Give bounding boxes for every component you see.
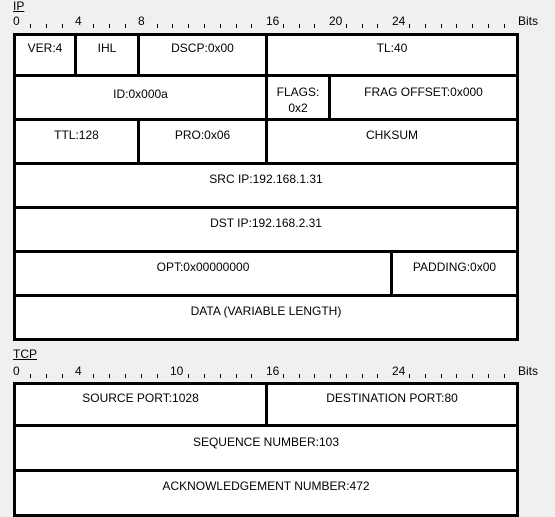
ruler-tick <box>362 374 363 378</box>
ruler-tick <box>409 374 410 378</box>
ruler-label: 24 <box>392 14 406 28</box>
ip-bit-ruler <box>0 14 555 30</box>
field-label: SOURCE PORT:1028 <box>82 391 199 405</box>
ruler-tick <box>504 374 505 378</box>
ruler-tick <box>251 374 252 378</box>
ruler-tick <box>30 374 31 378</box>
ruler-tick <box>283 24 284 28</box>
ruler-tick <box>472 374 473 378</box>
ip-data-field <box>13 294 519 341</box>
ruler-tick <box>172 24 173 28</box>
ruler-label: 16 <box>266 14 280 28</box>
ruler-tick <box>93 374 94 378</box>
ruler-label: 24 <box>392 364 406 378</box>
field-label: DST IP:192.168.2.31 <box>210 216 322 230</box>
ip-total-length-field <box>265 33 519 77</box>
ruler-label: 8 <box>138 14 145 28</box>
ip-flags-field <box>265 74 331 121</box>
ruler-tick <box>362 24 363 28</box>
ruler-tick <box>93 24 94 28</box>
ruler-tick <box>346 24 347 28</box>
ruler-tick <box>488 374 489 378</box>
ruler-tick <box>62 374 63 378</box>
ruler-tick <box>441 24 442 28</box>
ip-section-title: IP <box>13 0 25 13</box>
ruler-label: 20 <box>329 14 343 28</box>
tcp-destination-port-field <box>265 382 519 427</box>
ruler-tick <box>425 374 426 378</box>
ruler-tick <box>204 374 205 378</box>
field-label: ACKNOWLEDGEMENT NUMBER:472 <box>162 479 370 493</box>
ruler-tick <box>409 24 410 28</box>
ruler-label: 16 <box>266 364 280 378</box>
ruler-tick <box>125 24 126 28</box>
ruler-tick <box>456 374 457 378</box>
ruler-tick <box>30 24 31 28</box>
ip-options-field <box>13 250 393 297</box>
ruler-label: 4 <box>75 364 82 378</box>
ip-ihl-field <box>74 33 140 77</box>
field-label: DESTINATION PORT:80 <box>326 391 458 405</box>
field-value: 0x2 <box>288 101 308 115</box>
ruler-tick <box>314 374 315 378</box>
ruler-tick <box>330 374 331 378</box>
field-label: FRAG OFFSET:0x000 <box>364 85 483 99</box>
ip-dst-ip-field <box>13 206 519 253</box>
field-label: PRO:0x06 <box>174 128 231 142</box>
ruler-tick <box>220 374 221 378</box>
field-label: ID:0x000a <box>113 87 168 101</box>
ruler-tick <box>188 374 189 378</box>
ip-dscp-field <box>137 33 268 77</box>
field-label: FLAGS: <box>276 85 320 99</box>
ip-ttl-field <box>13 118 140 165</box>
ruler-tick <box>346 374 347 378</box>
ruler-tick <box>456 24 457 28</box>
ip-padding-field <box>390 250 519 297</box>
ruler-tick <box>46 24 47 28</box>
ruler-tick <box>109 374 110 378</box>
ruler-tick <box>46 374 47 378</box>
tcp-bit-ruler <box>0 364 555 380</box>
ruler-tick <box>251 24 252 28</box>
ruler-tick <box>472 24 473 28</box>
tcp-source-port-field <box>13 382 268 427</box>
tcp-section-title: TCP <box>13 347 37 361</box>
ruler-tick <box>157 374 158 378</box>
ruler-tick <box>504 24 505 28</box>
field-label: VER:4 <box>27 41 63 55</box>
ruler-label: 10 <box>170 364 184 378</box>
ruler-tick <box>157 24 158 28</box>
tcp-acknowledgement-number-field <box>13 469 519 517</box>
ruler-tick <box>236 24 237 28</box>
ruler-tick <box>377 374 378 378</box>
ruler-tick <box>299 24 300 28</box>
field-label: CHKSUM <box>365 128 418 142</box>
field-label: SEQUENCE NUMBER:103 <box>192 435 340 449</box>
ruler-tick <box>488 24 489 28</box>
ip-frag-offset-field <box>328 74 519 121</box>
ip-protocol-field <box>137 118 268 165</box>
tcp-sequence-number-field <box>13 424 519 472</box>
field-label: DSCP:0x00 <box>171 41 234 55</box>
ruler-tick <box>204 24 205 28</box>
ip-ver-field <box>13 33 77 77</box>
ip-src-ip-field <box>13 162 519 209</box>
ruler-tick <box>425 24 426 28</box>
ruler-label: 0 <box>13 14 20 28</box>
ruler-tick <box>62 24 63 28</box>
ruler-tick <box>220 24 221 28</box>
field-label: IHL <box>97 41 117 55</box>
ruler-tick <box>188 24 189 28</box>
ruler-bits-label: Bits <box>518 364 539 378</box>
field-label: DATA (VARIABLE LENGTH) <box>190 304 342 318</box>
ip-checksum-field <box>265 118 519 165</box>
ruler-tick <box>283 374 284 378</box>
ruler-tick <box>125 374 126 378</box>
ruler-bits-label: Bits <box>518 14 539 28</box>
ruler-tick <box>109 24 110 28</box>
field-label: PADDING:0x00 <box>412 260 497 274</box>
ruler-label: 0 <box>13 364 20 378</box>
ruler-tick <box>236 374 237 378</box>
field-label: OPT:0x00000000 <box>156 260 250 274</box>
ruler-tick <box>441 374 442 378</box>
field-label: TTL:128 <box>54 128 99 142</box>
ruler-label: 4 <box>75 14 82 28</box>
ruler-tick <box>377 24 378 28</box>
field-label: TL:40 <box>376 41 408 55</box>
ruler-tick <box>314 24 315 28</box>
ip-id-field <box>13 74 268 121</box>
field-label: SRC IP:192.168.1.31 <box>209 172 323 186</box>
ruler-tick <box>141 374 142 378</box>
ruler-tick <box>299 374 300 378</box>
